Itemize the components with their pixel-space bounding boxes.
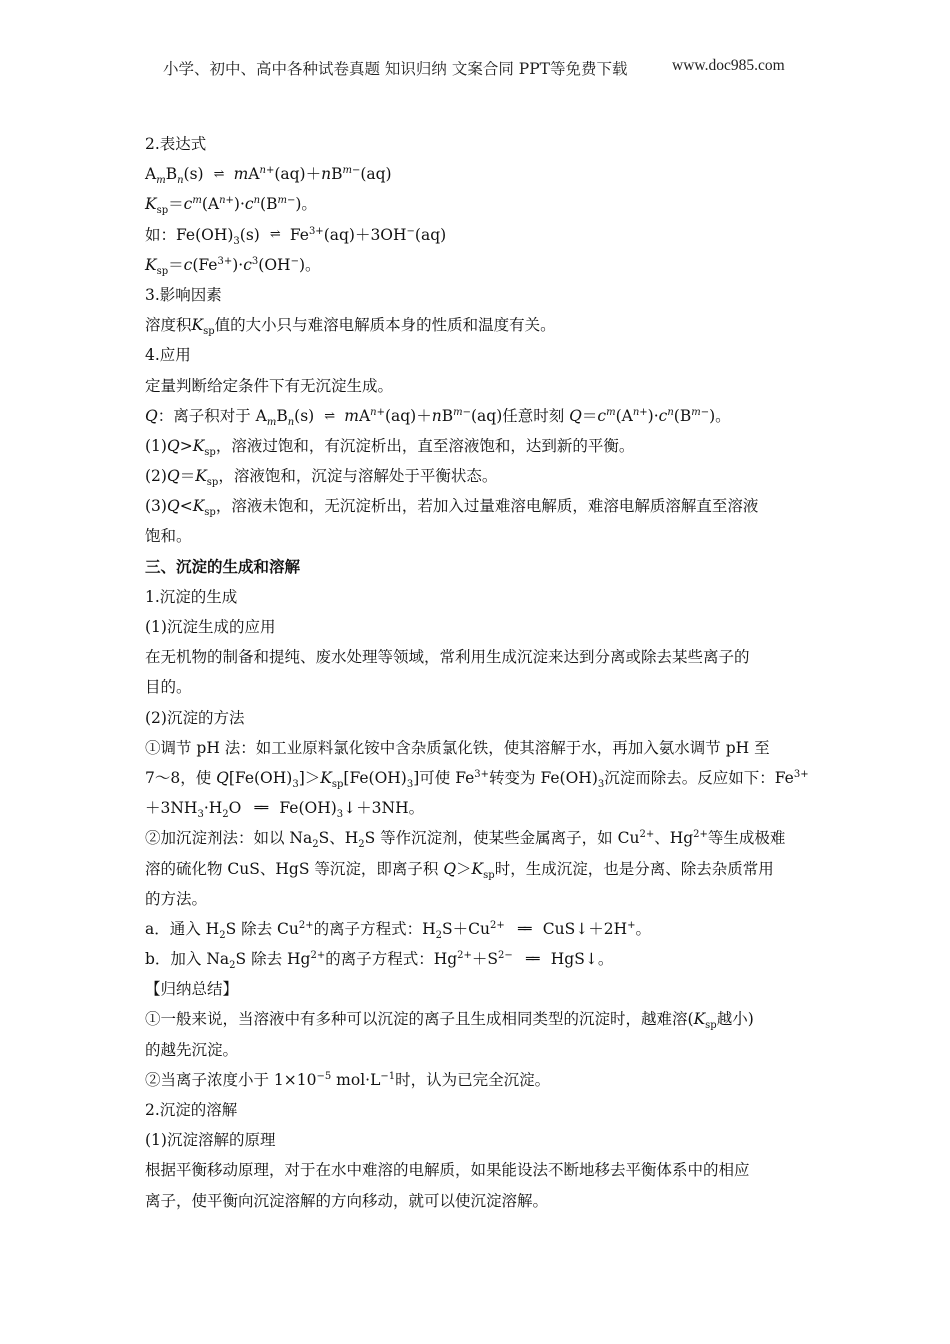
rule-q-equal: $(2)Q=K_{sp}$，溶液饱和，沉淀与溶解处于平衡状态。	[145, 467, 498, 489]
method-reagent-paragraph-end: 的方法。	[145, 889, 208, 908]
ionic-equation-b: b．加入 $Na_2S$ 除去 $Hg^{2+}$的离子方程式：$Hg^{2+}+S^{2-}$ ══ HgS↓。	[145, 944, 810, 974]
section-heading-expression: 2.表达式	[145, 135, 207, 153]
formation-application-paragraph: 在无机物的制备和提纯、废水处理等领域，常利用生成沉淀来达到分离或除去某些离子的	[145, 648, 750, 667]
section-heading-application: 4.应用	[145, 346, 191, 365]
reaction-equals-icon: ══	[254, 801, 267, 817]
method-ph-reaction: $+3NH_3\cdot H_2O$ ══ $Fe(OH)_3↓+3NH$。	[145, 793, 810, 823]
example-ksp-expression: $K_{sp}=c(Fe^{3+})\cdot c^3(OH^-)$。	[145, 255, 321, 277]
rule-q-less: $(3)Q<K_{sp}$，溶液未饱和，无沉淀析出，若加入过量难溶电解质，难溶电解质溶解直至溶液	[145, 497, 759, 519]
dissolution-principle-paragraph: 根据平衡移动原理，对于在水中难溶的电解质，如果能设法不断地移去平衡体系中的相应	[145, 1161, 750, 1180]
method-reagent-paragraph-cont: 溶的硫化物 CuS、HgS 等沉淀，即离子积 $Q>K_{sp}$时，生成沉淀，也是分离、除去杂质常用	[145, 859, 774, 881]
factors-paragraph: 溶度积$K_{sp}$值的大小只与难溶电解质本身的性质和温度有关。	[145, 316, 556, 338]
header-website: www.doc985.com	[672, 57, 785, 74]
dissolution-equilibrium-equation: $A_mB_n(s)$ ⇌ $mA^{n+}(aq)+nB^{m-}(aq)$	[145, 159, 810, 189]
ksp-general-expression: $K_{sp}=c^m(A^{n+})\cdot c^n(B^{m-})$。	[145, 195, 317, 217]
equilibrium-arrow-icon: ⇌	[213, 167, 224, 183]
ion-product-definition: Q：离子积对于 $A_mB_n(s)$ ⇌ $mA^{n+}(aq)+nB^{m-}(aq)$任意时刻 $Q=c^m(A^{n+})\cdot c^n(B^{m-})$。	[145, 401, 810, 431]
method-ph-paragraph: ①调节 pH 法：如工业原料氯化铵中含杂质氯化铁，使其溶解于水，再加入氨水调节 pH 至	[145, 738, 770, 757]
rule-q-less-cont: 饱和。	[145, 527, 192, 546]
ionic-equation-a: a．通入 $H_2S$ 除去 $Cu^{2+}$的离子方程式：$H_2S+Cu^{2+}$ ══ CuS↓＋2H+。	[145, 914, 810, 944]
reaction-equals-icon: ══	[517, 921, 530, 937]
subheading-formation-application: (1)沉淀生成的应用	[145, 618, 276, 636]
header-slogan: 小学、初中、高中各种试卷真题 知识归纳 文案合同 PPT等免费下载	[163, 60, 628, 78]
subheading-dissolution-principle: (1)沉淀溶解的原理	[145, 1131, 276, 1150]
summary-point-1-cont: 的越先沉淀。	[145, 1040, 239, 1059]
section-heading-factors: 3.影响因素	[145, 285, 222, 304]
equilibrium-arrow-icon: ⇌	[324, 408, 335, 424]
application-paragraph: 定量判断给定条件下有无沉淀生成。	[145, 376, 394, 395]
formation-application-paragraph-cont: 目的。	[145, 678, 192, 697]
method-ph-paragraph-cont: 7～8，使 $Q[Fe(OH)_3]>K_{sp}[Fe(OH)_3]$可使 $Fe^{3+}$转变为 $Fe(OH)_3$沉淀而除去。反应如下：$Fe^{3+}$	[145, 768, 809, 791]
rule-q-greater: $(1)Q>K_{sp}$，溶液过饱和，有沉淀析出，直至溶液饱和，达到新的平衡。	[145, 436, 635, 458]
subsection-formation: 1.沉淀的生成	[145, 587, 238, 606]
summary-heading: 【归纳总结】	[145, 980, 239, 999]
summary-point-1: ①一般来说，当溶液中有多种可以沉淀的离子且生成相同类型的沉淀时，越难溶($K_{sp}$越小)	[145, 1010, 754, 1032]
page-header	[0, 57, 950, 79]
equilibrium-arrow-icon: ⇌	[269, 227, 280, 243]
section-title-3: 三、沉淀的生成和溶解	[145, 556, 301, 576]
document-body	[145, 129, 810, 1216]
method-reagent-paragraph: ②加沉淀剂法：如以 $Na_2S$、$H_2S$ 等作沉淀剂，使某些金属离子，如 $Cu^{2+}$、$Hg^{2+}$等生成极难	[145, 829, 786, 851]
subheading-methods: (2)沉淀的方法	[145, 708, 245, 727]
summary-point-2: ②当离子浓度小于 $1\times 10^{-5}$ $mol\cdot L^{-1}$时，认为已完全沉淀。	[145, 1070, 551, 1089]
reaction-equals-icon: ══	[525, 951, 538, 967]
example-feoh3-equation: 如：$Fe(OH)_3(s)$ ⇌ $Fe^{3+}(aq)+3OH^-(aq)$	[145, 220, 810, 250]
dissolution-principle-paragraph-cont: 离子，使平衡向沉淀溶解的方向移动，就可以使沉淀溶解。	[145, 1191, 549, 1210]
subsection-dissolution: 2.沉淀的溶解	[145, 1101, 238, 1119]
